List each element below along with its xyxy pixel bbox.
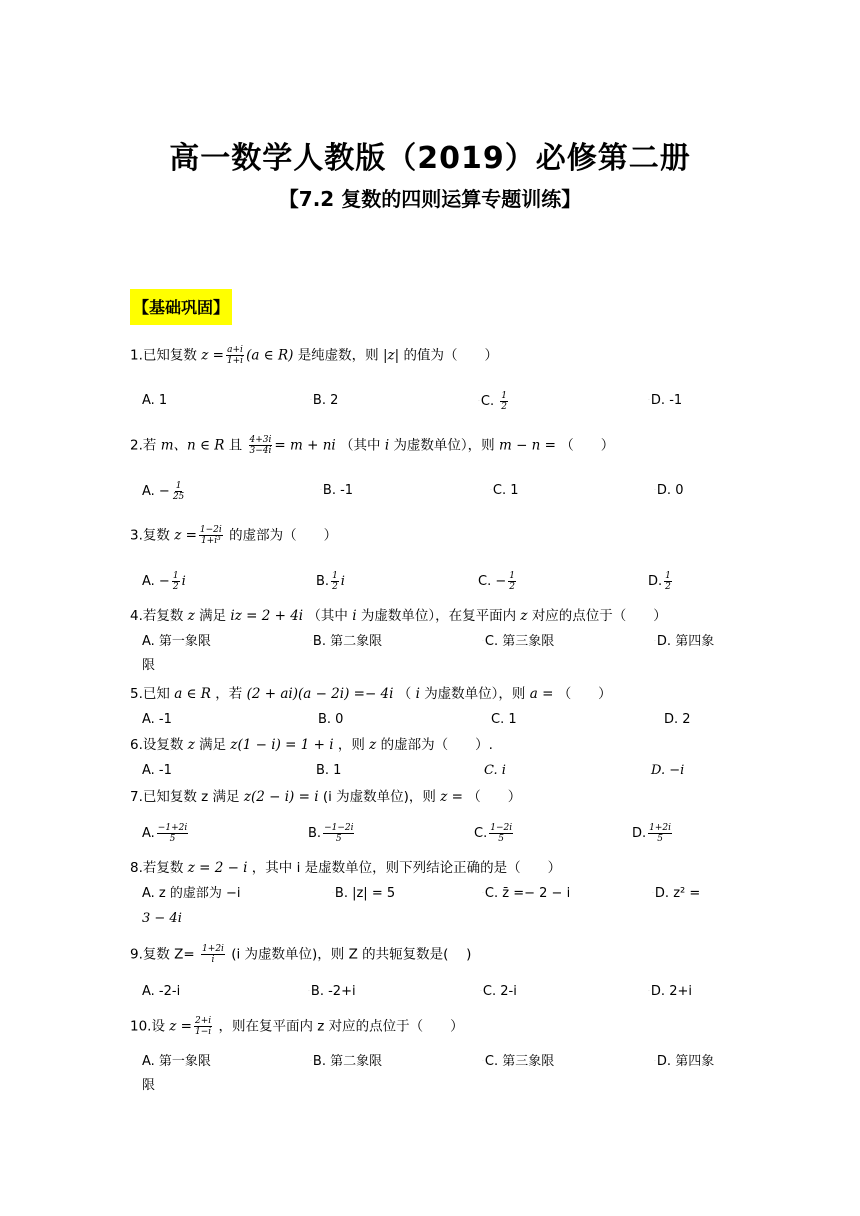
q-text: 的虚部为（ ） bbox=[229, 527, 338, 544]
bullet-dot: · bbox=[490, 487, 492, 494]
q-math: z bbox=[369, 737, 377, 753]
q-text: （其中 bbox=[340, 437, 381, 454]
q-number: 8. bbox=[130, 860, 143, 876]
q-text: 复数 Z= bbox=[142, 946, 195, 963]
option-a[interactable]: A. -2-i bbox=[142, 984, 181, 999]
q-number: 7. bbox=[130, 789, 143, 805]
q-text: 设复数 bbox=[142, 737, 184, 753]
option-d[interactable]: D. $\frac{1}{2}$ bbox=[648, 571, 671, 592]
section-heading: 【基础巩固】 bbox=[130, 289, 232, 325]
option-d[interactable]: D. 2 bbox=[664, 712, 691, 727]
fraction: $\frac{1-2i}{5}$ bbox=[490, 823, 513, 844]
fraction: $\frac{a+i}{1+i}$ bbox=[226, 345, 244, 366]
q-text: 的虚部为（ ）. bbox=[380, 737, 493, 753]
bullet-dot: · bbox=[654, 1058, 656, 1065]
bullet-dot: · bbox=[310, 1058, 312, 1065]
q-text: 满足 bbox=[199, 737, 227, 753]
question-8 bbox=[130, 858, 561, 878]
q-text: （ bbox=[397, 686, 412, 702]
option-d[interactable]: ·D. z² = bbox=[652, 886, 701, 901]
bullet-dot: · bbox=[320, 487, 322, 494]
option-b[interactable]: ·B. 第二象限 bbox=[310, 634, 383, 649]
q-math: |z| bbox=[382, 347, 400, 364]
option-a[interactable]: A. -1 bbox=[142, 763, 172, 778]
option-a[interactable]: A. $\frac{-1+2i}{5}$ bbox=[142, 823, 188, 844]
q-text: 是纯虚数，则 bbox=[297, 347, 379, 364]
bullet-dot: · bbox=[478, 398, 480, 405]
option-b[interactable]: B. $\frac{1}{2}$ i bbox=[316, 571, 345, 592]
q-math: i bbox=[384, 437, 390, 454]
option-a[interactable]: A. 1 bbox=[142, 393, 168, 408]
question-6 bbox=[130, 735, 493, 755]
option-b[interactable]: B. 1 bbox=[316, 763, 342, 778]
q-text: ，则 bbox=[337, 737, 365, 753]
q-text: 为虚数单位），在复平面内 bbox=[360, 608, 517, 624]
fraction: $\frac{1}{25}$ bbox=[172, 481, 185, 502]
q-math: a ∈ R bbox=[174, 686, 211, 702]
bullet-dot: · bbox=[480, 988, 482, 995]
fraction: $\frac{1+2i}{i}$ bbox=[202, 944, 224, 965]
q-math: z = bbox=[201, 347, 224, 364]
option-a[interactable]: A. 第一象限 bbox=[142, 634, 211, 649]
q-math: z bbox=[187, 737, 195, 753]
bullet-dot: · bbox=[654, 487, 656, 494]
option-b[interactable]: ·B. |z| = 5 bbox=[332, 886, 396, 901]
q-text: (i 为虚数单位)，则 Z 的共轭复数是( ) bbox=[231, 946, 472, 963]
fraction: $\frac{1}{2}$ bbox=[501, 391, 507, 412]
q-text: （ ） bbox=[560, 437, 615, 454]
q-text: 若复数 bbox=[142, 608, 184, 624]
option-c[interactable]: C. i bbox=[484, 763, 506, 778]
option-d[interactable]: ·D. 0 bbox=[654, 483, 684, 498]
q-text: 设 bbox=[151, 1018, 165, 1035]
fraction: $\frac{2+i}{1-i}$ bbox=[195, 1016, 212, 1037]
bullet-dot: · bbox=[652, 890, 654, 897]
bullet-dot: · bbox=[332, 890, 334, 897]
q-text: 已知复数 bbox=[142, 347, 197, 364]
option-c[interactable]: ·C. 第三象限 bbox=[482, 1054, 555, 1069]
option-b[interactable]: ·B. 2 bbox=[310, 393, 339, 408]
question-7 bbox=[130, 787, 521, 807]
option-a[interactable]: A. -1 bbox=[142, 712, 172, 727]
fraction: $\frac{1-2i}{\text{1+i³}}$ bbox=[199, 525, 222, 546]
fraction: $\frac{-1+2i}{5}$ bbox=[157, 823, 188, 844]
q-math: = m + ni bbox=[274, 437, 336, 454]
q-text: 对应的点位于（ ） bbox=[531, 608, 667, 624]
q-math: (2 + ai)(a − 2i) =− 4i bbox=[246, 686, 394, 702]
bullet-dot: · bbox=[310, 638, 312, 645]
option-b[interactable]: B. $\frac{-1-2i}{5}$ bbox=[308, 823, 354, 844]
q-number: 2. bbox=[130, 437, 143, 454]
option-d[interactable]: ·D. 第四象 bbox=[654, 1054, 715, 1069]
bullet-dot: · bbox=[482, 890, 484, 897]
question-10 bbox=[130, 1016, 464, 1037]
option-c[interactable]: ·C. 第三象限 bbox=[482, 634, 555, 649]
option-c[interactable]: ·C. z̄ =− 2 − i bbox=[482, 886, 571, 901]
option-d[interactable]: D. −i bbox=[651, 763, 685, 778]
option-a[interactable]: A. 第一象限 bbox=[142, 1054, 211, 1069]
q-text: ，则在复平面内 z 对应的点位于（ ） bbox=[218, 1018, 464, 1035]
fraction: $\frac{1+2i}{5}$ bbox=[649, 823, 672, 844]
q-number: 9. bbox=[130, 946, 143, 963]
q-text: 为虚数单位），则 bbox=[393, 437, 495, 454]
option-c[interactable]: ·C. 2-i bbox=[480, 984, 517, 999]
bullet-dot: · bbox=[482, 638, 484, 645]
fraction: $\frac{4+3i}{3-4i}$ bbox=[249, 435, 272, 456]
q-text: 复数 bbox=[142, 527, 170, 544]
bullet-dot: · bbox=[654, 638, 656, 645]
q-text: 若复数 bbox=[142, 860, 184, 876]
fraction: $\frac{1}{2}$ bbox=[509, 571, 515, 592]
q-text: 已知复数 z 满足 bbox=[142, 789, 240, 805]
q-math: z(1 − i) = 1 + i bbox=[230, 737, 334, 753]
q-math: z(2 − i) = i bbox=[243, 789, 319, 805]
q-math: z bbox=[187, 608, 195, 624]
page-subtitle: 【7.2 复数的四则运算专题训练】 bbox=[278, 187, 582, 211]
q-text: 的值为（ ） bbox=[403, 347, 498, 364]
option-d[interactable]: ·D. 第四象 bbox=[654, 634, 715, 649]
q-text: （ ） bbox=[557, 686, 612, 702]
question-5 bbox=[130, 684, 612, 704]
q-math: z = bbox=[174, 527, 197, 544]
q-number: 10. bbox=[130, 1018, 152, 1035]
q-math: z = 2 − i bbox=[187, 860, 248, 876]
q-math: z = bbox=[440, 789, 463, 805]
q-text: 已知 bbox=[142, 686, 170, 702]
option-a[interactable]: A. − $\frac{1}{2}$ i bbox=[142, 571, 186, 592]
q-number: 3. bbox=[130, 527, 143, 544]
q-math: a = bbox=[529, 686, 554, 702]
option-b[interactable]: ·B. -2+i bbox=[308, 984, 356, 999]
option-d-wrap: 限 bbox=[142, 1078, 156, 1093]
option-d-wrap: 限 bbox=[142, 658, 156, 673]
q-number: 5. bbox=[130, 686, 143, 702]
bullet-dot: · bbox=[308, 988, 310, 995]
q-text: 且 bbox=[228, 437, 243, 454]
option-d[interactable]: D. $\frac{1+2i}{5}$ bbox=[632, 823, 672, 844]
fraction: $\frac{1}{2}$ bbox=[172, 571, 179, 592]
q-text: ，若 bbox=[215, 686, 243, 702]
bullet-dot: · bbox=[648, 988, 650, 995]
q-text: （其中 bbox=[307, 608, 348, 624]
q-text: ，其中 i 是虚数单位，则下列结论正确的是（ ） bbox=[251, 860, 562, 876]
option-a[interactable]: A. − $\frac{1}{25}$ bbox=[142, 481, 185, 502]
bullet-dot: · bbox=[482, 1058, 484, 1065]
question-2 bbox=[130, 435, 614, 456]
q-text: （ ） bbox=[467, 789, 522, 805]
option-c[interactable]: ·C. 1 bbox=[490, 483, 519, 498]
option-b[interactable]: ·B. -1 bbox=[320, 483, 354, 498]
option-b[interactable]: B. 0 bbox=[318, 712, 344, 727]
q-math: (a ∈ R) bbox=[246, 347, 294, 364]
q-text: 若 bbox=[142, 437, 157, 454]
option-b[interactable]: ·B. 第二象限 bbox=[310, 1054, 383, 1069]
fraction: $\frac{1}{2}$ bbox=[332, 571, 338, 592]
q-math: z = bbox=[169, 1018, 192, 1035]
page-title: 高一数学人教版（2019）必修第二册 bbox=[169, 141, 691, 176]
q-math: i bbox=[352, 608, 357, 624]
option-c[interactable]: C. − $\frac{1}{2}$ bbox=[478, 571, 515, 592]
question-4 bbox=[130, 606, 667, 626]
option-c[interactable]: C. $\frac{1-2i}{5}$ bbox=[474, 823, 513, 844]
q-math: m、n ∈ R bbox=[160, 437, 225, 454]
q-text: (i 为虚数单位)，则 bbox=[322, 789, 436, 805]
q-math: m − n = bbox=[498, 437, 556, 454]
option-c[interactable]: ·C. $\frac{1}{2}$ bbox=[478, 391, 507, 412]
q-math: i bbox=[415, 686, 420, 702]
option-d-wrap: 3 − 4i bbox=[142, 911, 182, 926]
option-c[interactable]: C. 1 bbox=[491, 712, 517, 727]
question-3 bbox=[130, 525, 337, 546]
bullet-dot: · bbox=[310, 397, 312, 404]
q-number: 1. bbox=[130, 347, 143, 364]
q-math: z bbox=[520, 608, 528, 624]
q-text: 为虚数单位），则 bbox=[424, 686, 526, 702]
bullet-dot: · bbox=[648, 397, 650, 404]
q-number: 6. bbox=[130, 737, 143, 753]
q-text: 满足 bbox=[199, 608, 227, 624]
option-a[interactable]: A. z 的虚部为 −i bbox=[142, 886, 241, 901]
q-math: iz = 2 + 4i bbox=[230, 608, 304, 624]
q-number: 4. bbox=[130, 608, 143, 624]
option-d[interactable]: ·D. -1 bbox=[648, 393, 683, 408]
fraction: $\frac{1}{2}$ bbox=[665, 571, 671, 592]
fraction: $\frac{-1-2i}{5}$ bbox=[324, 823, 354, 844]
option-d[interactable]: ·D. 2+i bbox=[648, 984, 692, 999]
question-1 bbox=[130, 345, 498, 366]
question-9 bbox=[130, 944, 471, 965]
